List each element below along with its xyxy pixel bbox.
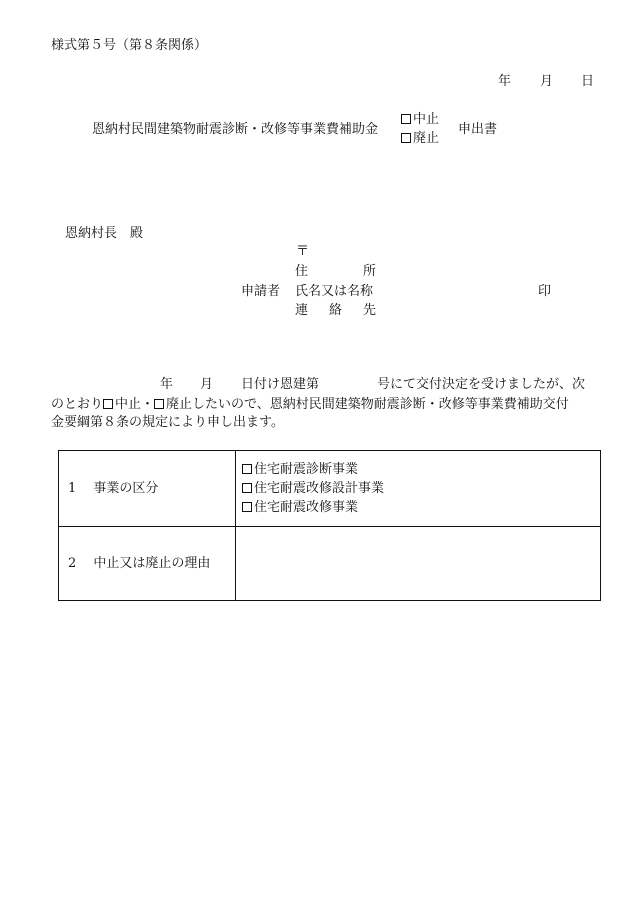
- postal-mark: 〒: [296, 244, 310, 259]
- table-divider: [59, 526, 600, 527]
- checkbox-icon[interactable]: [401, 114, 411, 124]
- date-day: 日: [581, 74, 595, 89]
- address-label-2: 所: [363, 264, 377, 279]
- body-line2: のとおり 中止・ 廃止したいので、恩納村民間建築物耐震診断・改修等事業費補助交付: [51, 397, 569, 412]
- address-label-1: 住: [295, 264, 309, 279]
- project-option-design[interactable]: 住宅耐震改修設計事業: [242, 480, 384, 498]
- title-option-abolish[interactable]: 廃止: [401, 130, 439, 148]
- body-line1-rest: 号にて交付決定を受けましたが、次: [377, 377, 586, 392]
- date-month: 月: [540, 74, 554, 89]
- checkbox-icon[interactable]: [401, 133, 411, 143]
- body-year: 年: [160, 377, 174, 392]
- contact-label-3: 先: [363, 303, 377, 318]
- checkbox-icon[interactable]: [242, 502, 252, 512]
- name-label: 氏名又は名称: [295, 284, 374, 299]
- form-number: 様式第５号（第８条関係）: [51, 38, 208, 53]
- details-table: [58, 450, 601, 601]
- checkbox-icon[interactable]: [154, 399, 164, 409]
- project-option-diagnosis[interactable]: 住宅耐震診断事業: [242, 461, 358, 479]
- row2-label: 2 中止又は廃止の理由: [68, 556, 211, 571]
- body-line3: 金要綱第８条の規定により申し出ます。: [51, 415, 284, 430]
- contact-label-2: 絡: [329, 303, 343, 318]
- title-suffix: 申出書: [458, 122, 498, 137]
- addressee: 恩納村長 殿: [65, 226, 144, 241]
- applicant-label: 申請者: [241, 284, 281, 299]
- body-day: 日付け恩建第: [241, 377, 320, 392]
- checkbox-icon[interactable]: [242, 483, 252, 493]
- seal-mark: 印: [538, 284, 552, 299]
- project-option-retrofit[interactable]: 住宅耐震改修事業: [242, 499, 358, 517]
- checkbox-icon[interactable]: [103, 399, 113, 409]
- checkbox-icon[interactable]: [242, 464, 252, 474]
- form-title: 恩納村民間建築物耐震診断・改修等事業費補助金: [92, 122, 379, 137]
- row1-label: 1 事業の区分: [68, 481, 159, 496]
- date-year: 年: [498, 74, 512, 89]
- title-option-cancel[interactable]: 中止: [401, 111, 439, 129]
- body-month: 月: [200, 377, 214, 392]
- reason-field[interactable]: [242, 531, 592, 596]
- contact-label-1: 連: [295, 303, 309, 318]
